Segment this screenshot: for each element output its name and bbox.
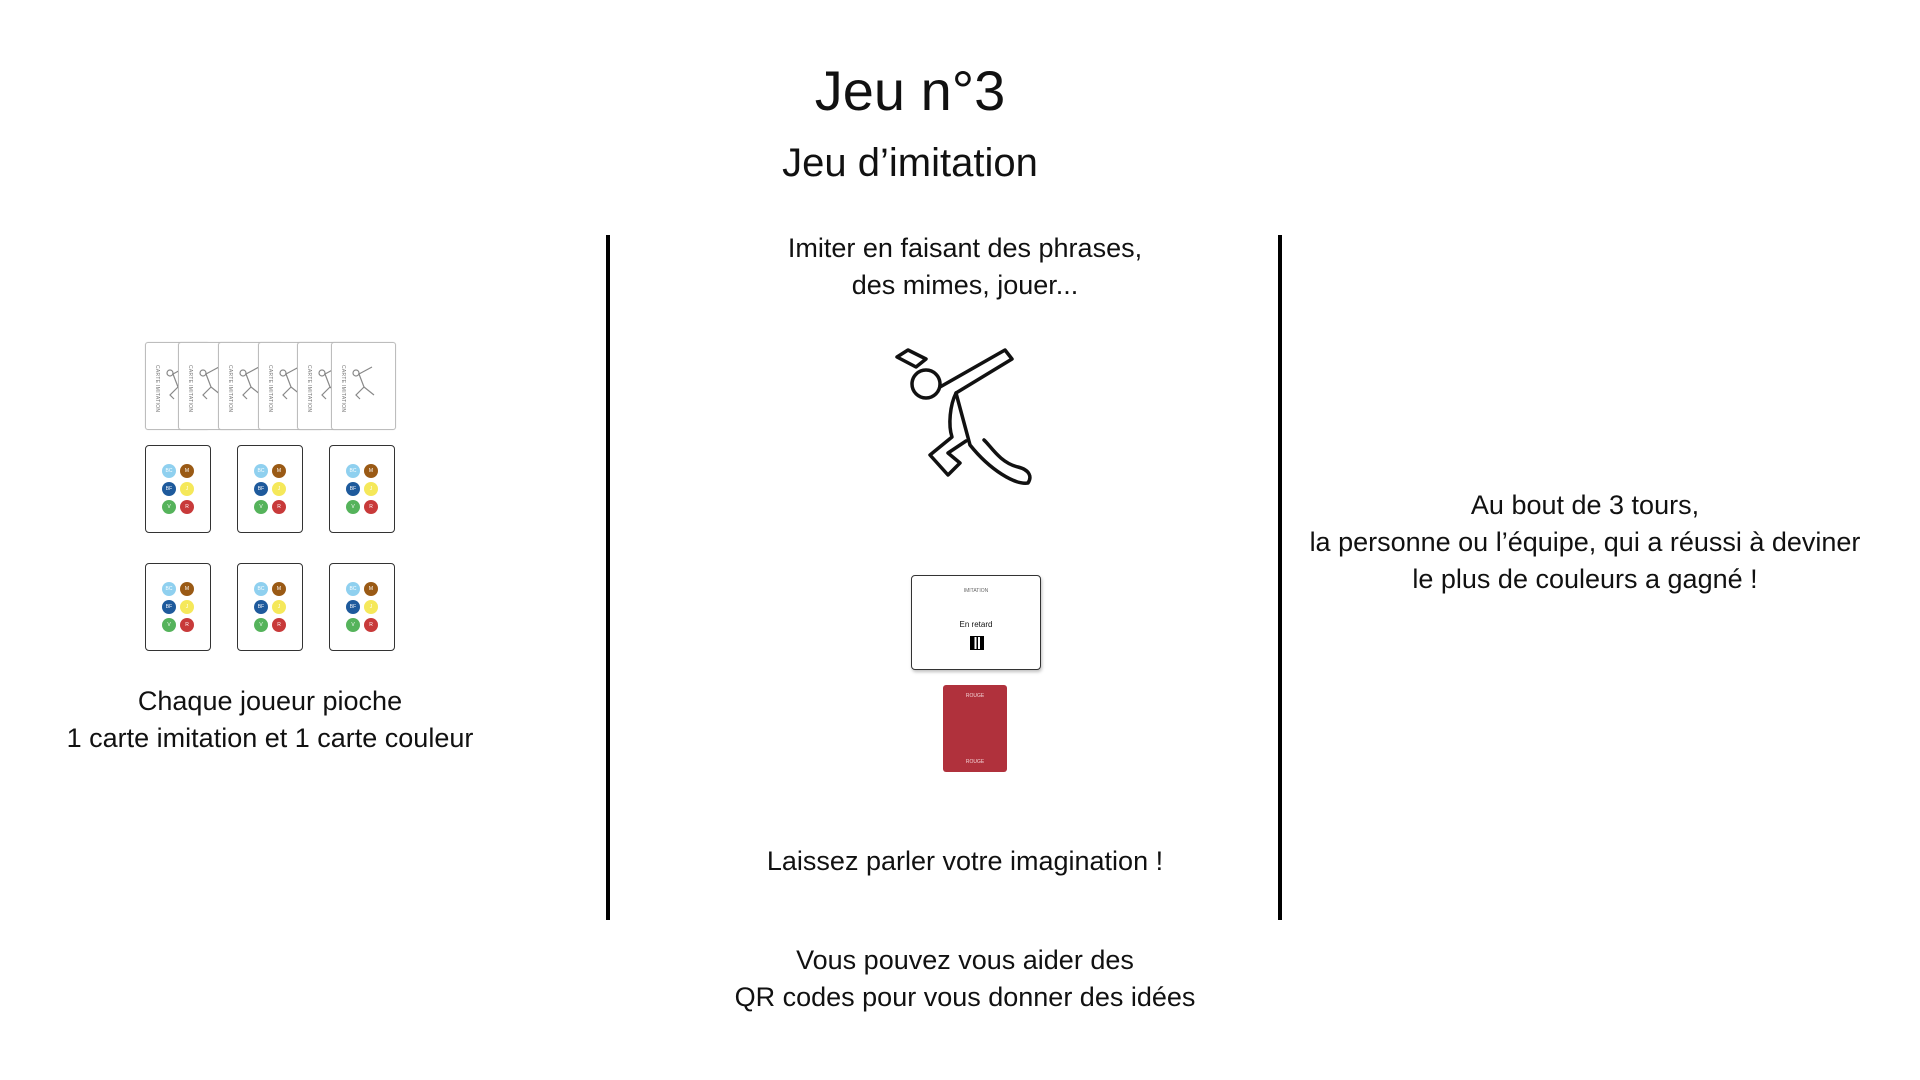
color-dot: M bbox=[180, 582, 194, 596]
imitation-card-label: CARTE IMITATION bbox=[187, 365, 193, 413]
middle-intro bbox=[720, 230, 1210, 304]
right-text-line2: la personne ou l’équipe, qui a réussi à deviner bbox=[1309, 527, 1861, 557]
middle-hint-line2: QR codes pour vous donner des idées bbox=[734, 982, 1196, 1012]
color-dot: BF bbox=[254, 482, 268, 496]
word-card-header: IMITATION bbox=[963, 588, 989, 594]
color-dot: M bbox=[364, 464, 378, 478]
color-dot: J bbox=[364, 482, 378, 496]
column-divider-left bbox=[606, 235, 610, 920]
middle-hint bbox=[700, 942, 1230, 1016]
color-dot: M bbox=[272, 582, 286, 596]
color-dot: M bbox=[180, 464, 194, 478]
color-dot: J bbox=[272, 600, 286, 614]
color-dot: R bbox=[272, 618, 286, 632]
color-dot: BF bbox=[162, 482, 176, 496]
middle-closing: Laissez parler votre imagination ! bbox=[766, 846, 1164, 876]
color-dot: V bbox=[254, 618, 268, 632]
color-dot: V bbox=[346, 500, 360, 514]
imitation-card-label: CARTE IMITATION bbox=[227, 365, 233, 413]
color-dot: J bbox=[180, 600, 194, 614]
page-subtitle: Jeu d’imitation bbox=[782, 141, 1038, 185]
color-dot: R bbox=[364, 500, 378, 514]
right-text-line1: Au bout de 3 tours, bbox=[1470, 490, 1700, 520]
color-dot: BF bbox=[346, 482, 360, 496]
color-dot: BF bbox=[162, 600, 176, 614]
color-dot: BC bbox=[254, 582, 268, 596]
imitation-card-label: CARTE IMITATION bbox=[154, 365, 160, 413]
dancing-person-icon bbox=[880, 345, 1050, 520]
imitation-card-label: CARTE IMITATION bbox=[267, 365, 273, 413]
left-caption-line1: Chaque joueur pioche bbox=[137, 686, 403, 716]
imitation-card-back bbox=[331, 342, 396, 430]
word-card-word: En retard bbox=[959, 620, 993, 629]
imitation-word-card bbox=[911, 575, 1041, 670]
color-dot: J bbox=[272, 482, 286, 496]
left-caption bbox=[30, 683, 510, 757]
qr-code-icon bbox=[970, 636, 984, 650]
color-dot: V bbox=[346, 618, 360, 632]
color-dot: V bbox=[162, 500, 176, 514]
color-card bbox=[329, 445, 395, 533]
middle-hint-line1: Vous pouvez vous aider des bbox=[796, 945, 1134, 975]
color-dot: M bbox=[364, 582, 378, 596]
color-dot: BC bbox=[346, 582, 360, 596]
left-caption-line2: 1 carte imitation et 1 carte couleur bbox=[66, 723, 474, 753]
color-dot: BF bbox=[346, 600, 360, 614]
red-card-label-top: ROUGE bbox=[965, 693, 985, 699]
color-card bbox=[237, 563, 303, 651]
page-title: Jeu n°3 bbox=[814, 59, 1006, 122]
color-card bbox=[145, 563, 211, 651]
color-dot: J bbox=[180, 482, 194, 496]
red-card-label-bottom: ROUGE bbox=[965, 759, 985, 765]
color-dot: R bbox=[180, 500, 194, 514]
color-card bbox=[145, 445, 211, 533]
color-dot: R bbox=[180, 618, 194, 632]
mini-dancer-icon bbox=[350, 365, 376, 405]
right-text bbox=[1285, 487, 1885, 598]
color-dot: J bbox=[364, 600, 378, 614]
red-color-card bbox=[943, 685, 1007, 772]
column-divider-right bbox=[1278, 235, 1282, 920]
color-dot: R bbox=[272, 500, 286, 514]
color-card bbox=[329, 563, 395, 651]
color-dot: V bbox=[254, 500, 268, 514]
imitation-card-label: CARTE IMITATION bbox=[340, 365, 346, 413]
middle-intro-line1: Imiter en faisant des phrases, bbox=[787, 233, 1143, 263]
middle-intro-line2: des mimes, jouer... bbox=[851, 270, 1079, 300]
imitation-card-label: CARTE IMITATION bbox=[306, 365, 312, 413]
color-dot: BC bbox=[162, 464, 176, 478]
right-text-line3: le plus de couleurs a gagné ! bbox=[1412, 564, 1758, 594]
color-dot: BC bbox=[346, 464, 360, 478]
color-dot: M bbox=[272, 464, 286, 478]
color-card bbox=[237, 445, 303, 533]
color-dot: V bbox=[162, 618, 176, 632]
color-dot: BF bbox=[254, 600, 268, 614]
color-dot: BC bbox=[254, 464, 268, 478]
color-dot: R bbox=[364, 618, 378, 632]
color-dot: BC bbox=[162, 582, 176, 596]
